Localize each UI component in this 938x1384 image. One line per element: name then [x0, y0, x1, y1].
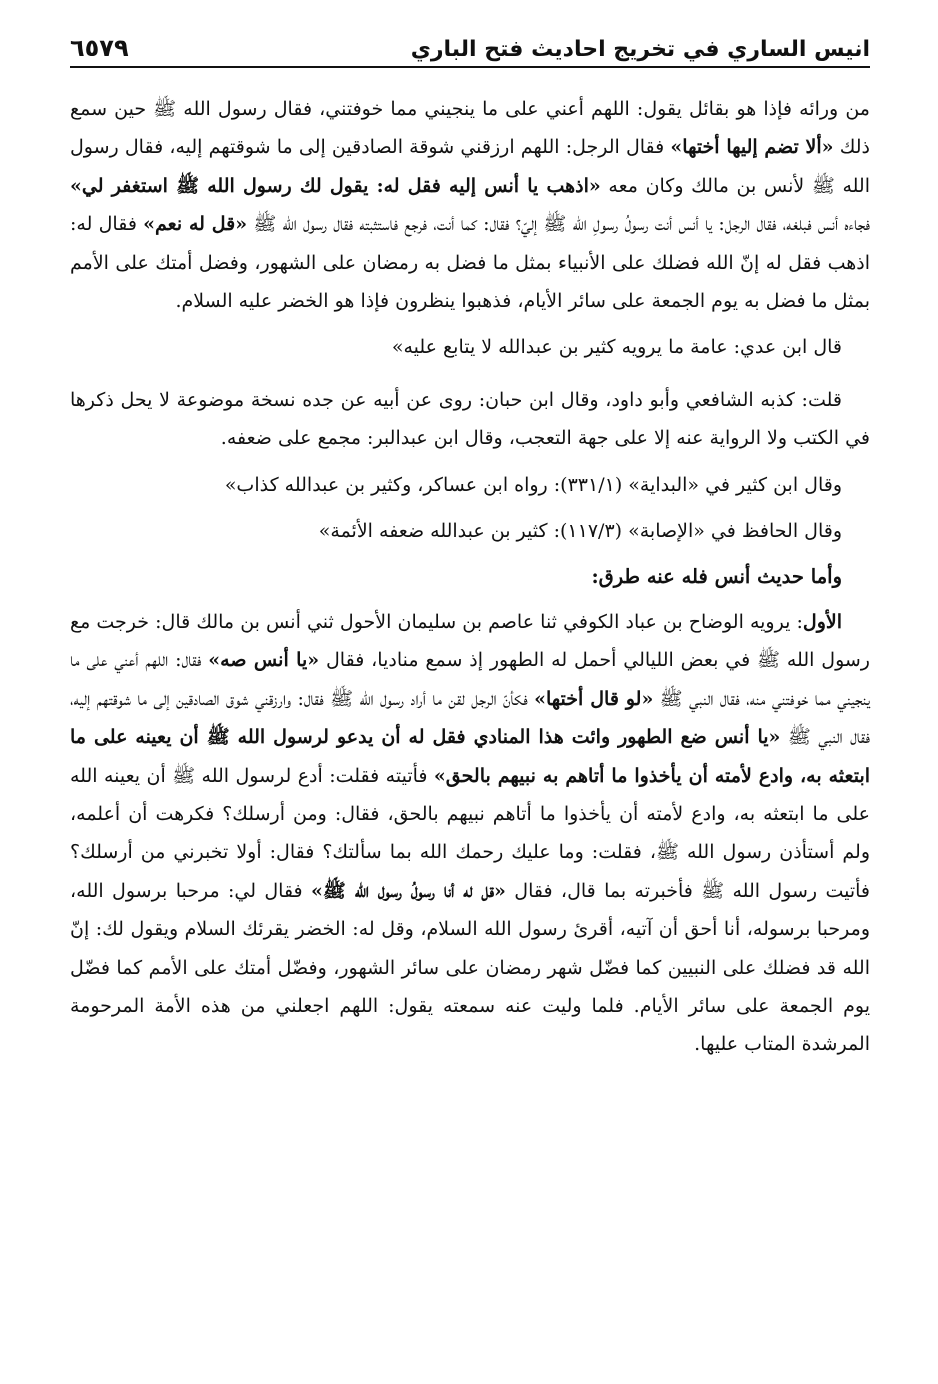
text-run: فقال له: اذهب فقل له إنّ الله فضلك على الأنبياء بمثل ما فضل به رمضان على الشهور، وفضل أمتك على الأمم بمثل ما فضل به يوم الجمعة على سائر الأيام، فذهبوا ينظرون فإذا هو الخضر عليه السلام. — [70, 213, 870, 313]
lead-word: الأول — [802, 610, 842, 633]
paragraph-first-route — [70, 603, 870, 1064]
bold-quote: «لو قال أختها» — [534, 687, 654, 710]
text-run: فقال الرجل: اللهم ارزقني شوقة الصادقين إلى ما شوقتهم إليه، فقال رسول الله ﷺ لأنس بن مالك وكان معه — [70, 136, 870, 197]
bold-quote: «يا أنس صه» — [208, 649, 320, 672]
bold-quote: «قل له أنا رسولُ رسول الله ﷺ» — [311, 879, 506, 902]
text-run: : يرويه الوضاح بن عباد الكوفي ثنا عاصم بن سليمان الأحول ثني أنس بن مالك قال: خرجت مع رسول الله ﷺ في بعض الليالي أحمل له الطهور إذ سمع مناديا، فقال — [70, 610, 870, 672]
text-run: فقال: اللهم أعني على ما ينجيني مما خوفتني منه، فقال النبي ﷺ — [70, 649, 870, 710]
text-run: فقال لي: مرحبا برسول الله، ومرحبا برسوله، أنا أحق أن آتيه، أقرئ رسول الله السلام، وقل له: الخضر يقرئك السلام ويقول لك: إنّ الله قد فضلك على النبيين كما فضّل شهر رمضان على سائر الشهور، وفضّل أمتك على الأمم كما فضّل يوم الجمعة على سائر الأيام. فلما وليت عنه سمعته يقول: اللهم اجعلني من هذه الأمة المرحومة المرشدة المتاب عليها. — [70, 879, 870, 1056]
page-header — [70, 28, 870, 68]
text-run: فأتيته فقلت: أدع لرسول الله ﷺ أن يعينه الله على ما ابتعثه به، وادع لأمته أن يأخذوا ما أتاهم نبيهم بالحق، فقال: ومن أرسلك؟ فكرهت أن أعلمه، ولم أستأذن رسول الله ﷺ، فقلت: وما عليك رحمك الله بما سألتك؟ فقال: أولا تخبرني من أرسلك؟ فأتيت رسول الله ﷺ فأخبرته بما قال، فقال — [70, 764, 870, 902]
bold-quote: «اذهب يا أنس إليه فقل له: يقول لك رسول الله ﷺ استغفر لي» — [70, 174, 601, 197]
paragraph-comment: قلت: كذبه الشافعي وأبو داود، وقال ابن حبان: روى عن أبيه عن جده نسخة موضوعة لا يحل ذكرها في الكتب ولا الرواية عنه إلا على جهة التعجب، وقال ابن عبدالبر: مجمع على ضعفه. — [70, 388, 870, 450]
bold-quote: «قل له نعم» — [143, 213, 248, 236]
text-run: فكأنّ الرجل لقن ما أراد رسول الله ﷺ فقال: وارزقني شوق الصادقين إلى ما شوقتهم إليه، فقال النبي ﷺ — [70, 687, 870, 749]
page-number: ٦٥٧٩ — [70, 34, 129, 62]
running-title: انيس الساري في تخريج احاديث فتح الباري — [410, 37, 870, 62]
paragraph-ibn-kathir: وقال ابن كثير في «البداية» (٣٣١/١): رواه ابن عساكر، وكثير بن عبدالله كذاب» — [224, 473, 842, 496]
text-run: من ورائه فإذا هو بقائل يقول: اللهم أعني على ما ينجيني مما خوفتني، فقال رسول الله ﷺ حين سمع ذلك — [70, 98, 870, 159]
bold-quote: «يا أنس ضع الطهور وائت هذا المنادي فقل له أن يدعو لرسول الله ﷺ أن يعينه على ما ابتعثه به، وادع لأمته أن يأخذوا ما أتاهم به نبيهم بالحق» — [70, 726, 871, 787]
text-run: فجاءه أنس فبلغه، فقال الرجل: يا أنس أنت رسولُ رسولِ الله ﷺ إليّ؟ فقال: كما أنت، فرجع فاستثبته فقال رسول الله ﷺ — [247, 213, 870, 236]
paragraph-ibn-adi: قال ابن عدي: عامة ما يرويه كثير بن عبدالله لا يتابع عليه» — [391, 336, 842, 359]
paragraph-hadith-continuation — [70, 90, 870, 320]
bold-quote: «ألا تضم إليها أختها» — [670, 136, 834, 159]
section-heading: وأما حديث أنس فله عنه طرق: — [591, 565, 842, 589]
book-page — [70, 28, 870, 1072]
paragraph-al-hafiz: وقال الحافظ في «الإصابة» (١١٧/٣): كثير بن عبدالله ضعفه الأئمة» — [318, 520, 842, 543]
